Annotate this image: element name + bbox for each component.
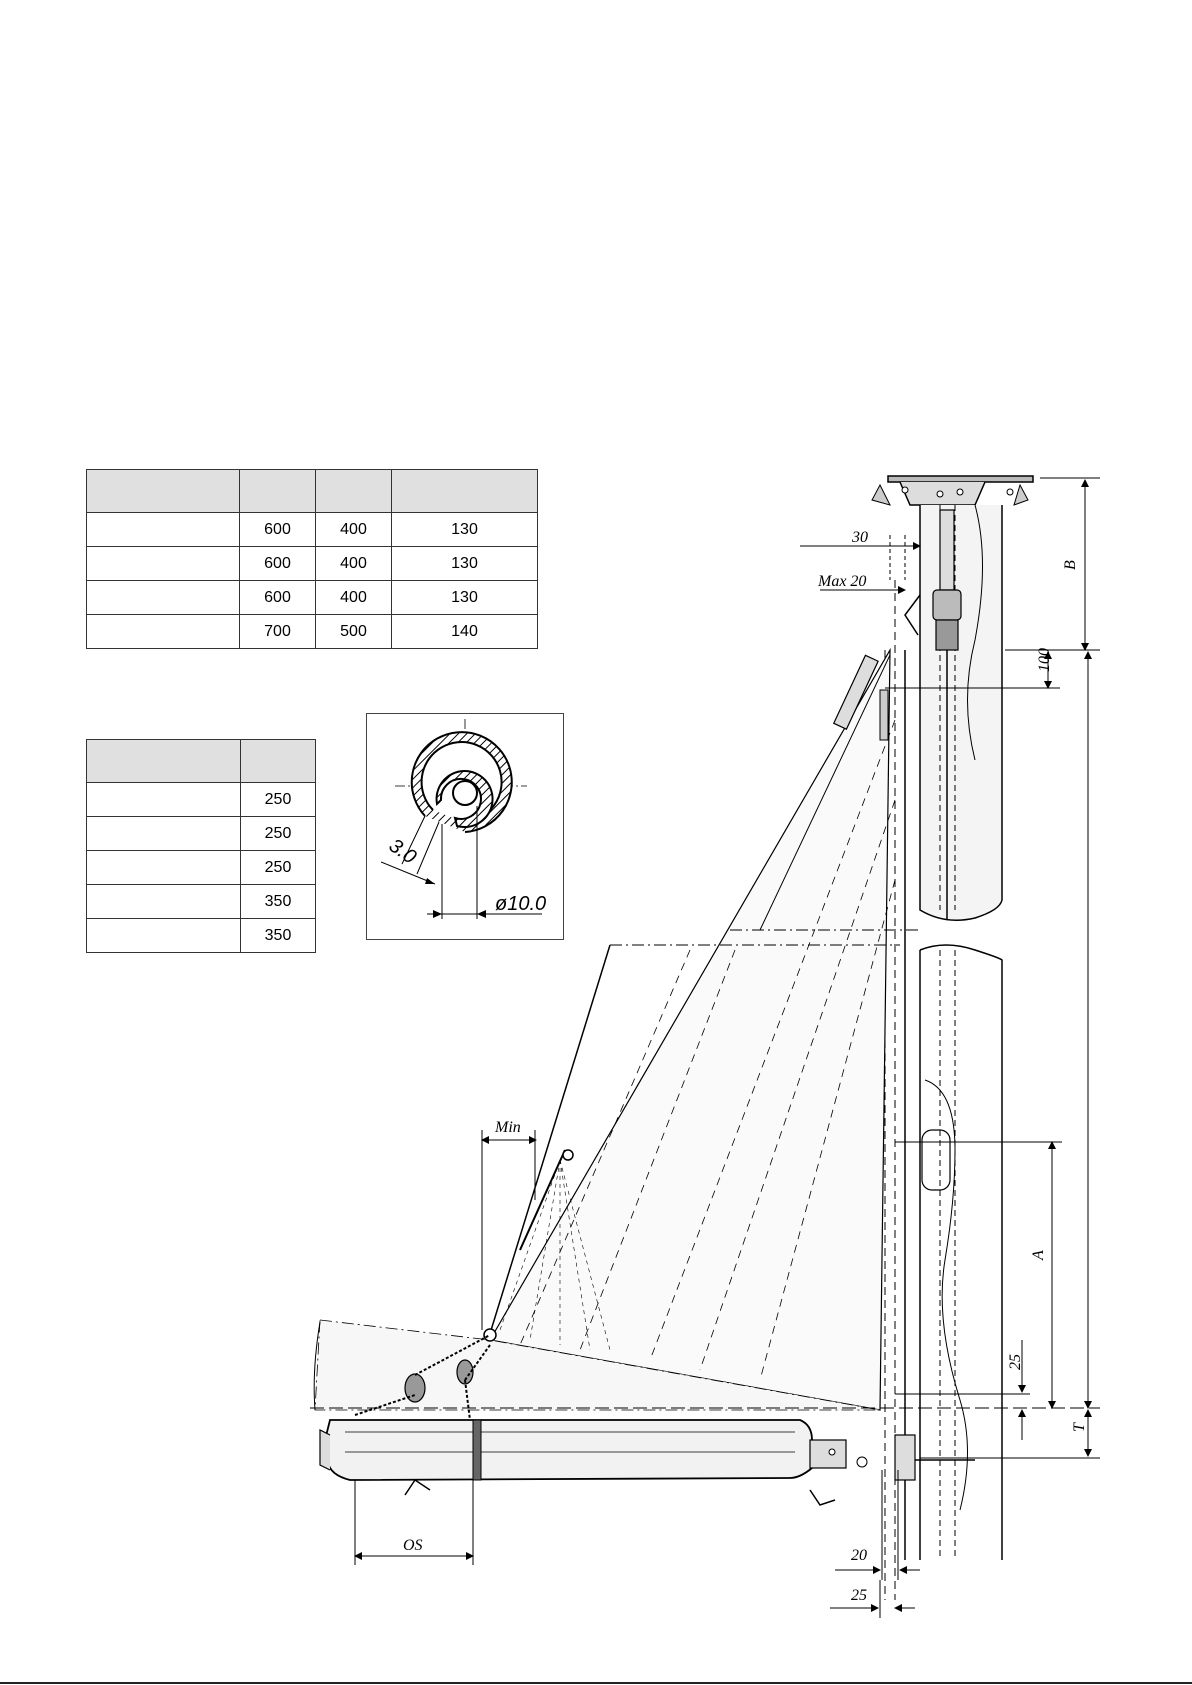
mast-upper (920, 505, 1002, 920)
dim-OS-label: OS (403, 1537, 423, 1554)
dim-30-label: 30 (852, 529, 868, 546)
table-cell: 250 (241, 783, 316, 817)
dim-min-label: Min (495, 1119, 521, 1136)
table-cell: 600 (240, 547, 316, 581)
table-cell: 700 (240, 615, 316, 649)
dim-max20-label: Max 20 (818, 573, 867, 590)
table-cell: 250 (241, 817, 316, 851)
masthead-plate (872, 476, 1033, 505)
table-cell: 130 (392, 547, 538, 581)
table-cell: 140 (392, 615, 538, 649)
sail-outline (488, 650, 920, 1410)
dim-25-side-label: 25 (1007, 1354, 1024, 1370)
table-cell: 400 (316, 513, 392, 547)
dim-100-label: 100 (1036, 648, 1053, 672)
table-cell: 400 (316, 547, 392, 581)
table-cell: 600 (240, 513, 316, 547)
table-cell: 250 (241, 851, 316, 885)
table-cell: 600 (240, 581, 316, 615)
table-cell: 350 (241, 919, 316, 953)
dim-25-bottom-label: 25 (851, 1587, 867, 1604)
table-cell: 130 (392, 513, 538, 547)
dim-B-label: B (1062, 560, 1079, 570)
table-cell: 130 (392, 581, 538, 615)
thickness-label: 3.0 (384, 834, 421, 869)
page-bottom-rule (0, 1682, 1192, 1684)
mast-lower (920, 945, 1002, 1560)
table-cell: 400 (316, 581, 392, 615)
boom (320, 1420, 975, 1505)
dim-20-label: 20 (851, 1547, 867, 1564)
table-cell: 350 (241, 885, 316, 919)
dim-T-label: T (1071, 1423, 1088, 1432)
table-cell: 500 (316, 615, 392, 649)
dim-A-label: A (1030, 1250, 1047, 1260)
diameter-label: ø10.0 (495, 893, 547, 915)
